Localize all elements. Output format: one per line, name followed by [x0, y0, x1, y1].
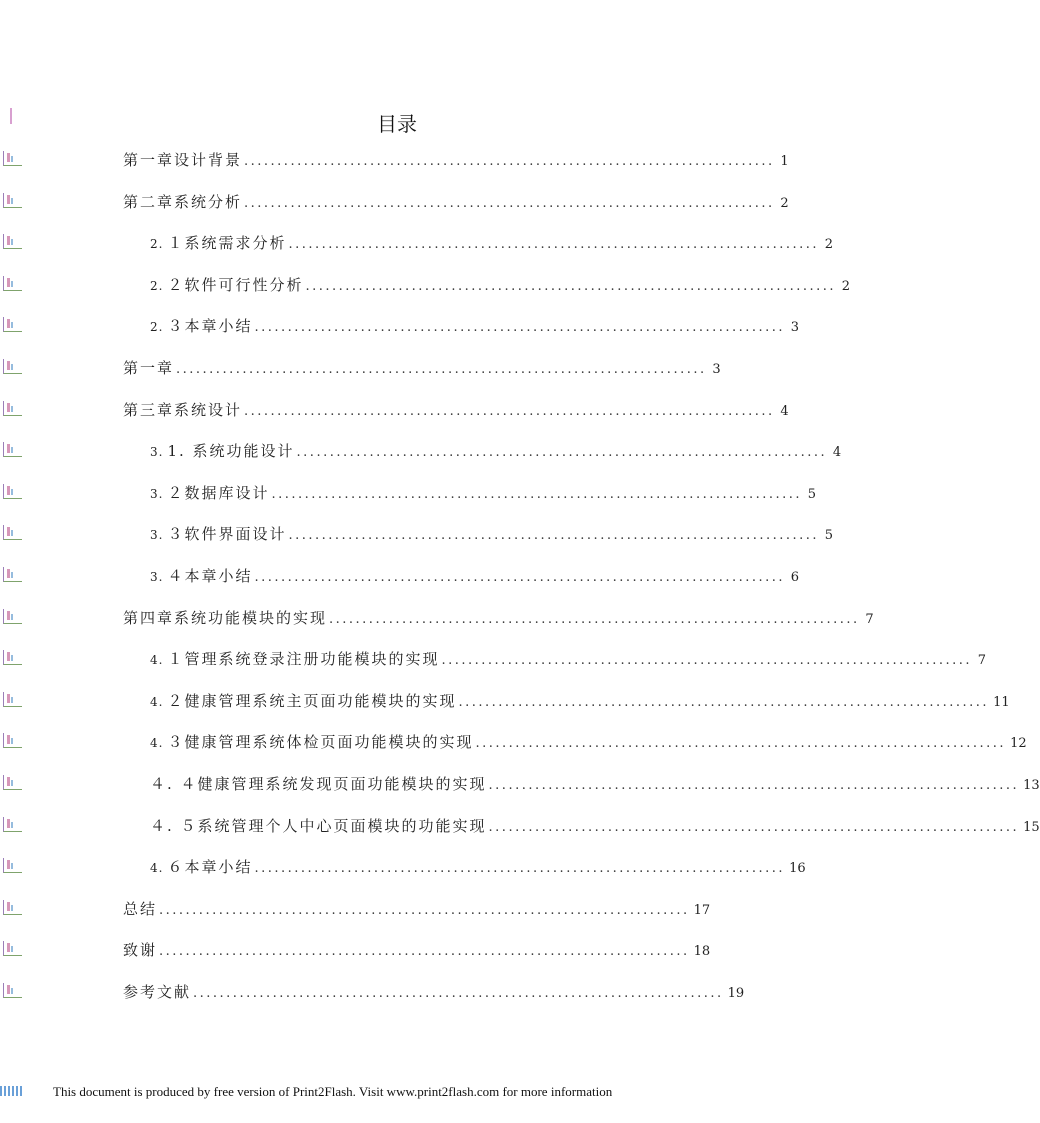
toc-entry-page: 2 [824, 237, 834, 252]
toc-entry[interactable] [150, 274, 851, 296]
toc-entry-page: 3 [790, 320, 800, 335]
toc-entry-page: 7 [865, 612, 874, 627]
margin-marker [3, 484, 22, 499]
print2flash-icon [0, 1086, 22, 1096]
toc-entry-label: １系统需求分析 [167, 234, 287, 252]
margin-marker [3, 775, 22, 790]
toc-entry[interactable] [150, 482, 817, 504]
toc-entry-label: 第四章系统功能模块的实现 [123, 609, 328, 627]
dot-leader: ................................................................................ [159, 903, 690, 918]
toc-entry-page: 15 [1023, 820, 1040, 835]
toc-entry-page: 13 [1023, 778, 1040, 793]
toc-entry-label: ３健康管理系统体检页面功能模块的实现 [167, 733, 474, 751]
toc-entry-number: 4. [150, 861, 164, 875]
toc-entry-label: ６本章小结 [167, 858, 253, 876]
dot-leader: ................................................................................ [475, 736, 1007, 751]
margin-marker [3, 151, 22, 166]
toc-entry-label: ４. ４健康管理系统发现页面功能模块的实现 [150, 775, 487, 793]
margin-marker [3, 359, 22, 374]
toc-entry-number: 2. [150, 320, 164, 334]
toc-entry[interactable] [150, 815, 1040, 837]
toc-entry-label: 参考文献 [123, 983, 192, 1001]
toc-entry-number: 4. [150, 736, 164, 750]
toc-entry-page: 5 [807, 487, 817, 502]
toc-entry-page: 5 [824, 528, 834, 543]
toc-entry-label: 第三章系统设计 [123, 401, 243, 419]
toc-title: 目录 [377, 112, 417, 136]
toc-entry-page: 7 [977, 653, 987, 668]
toc-entry[interactable] [150, 856, 806, 878]
margin-marker [3, 817, 22, 832]
dot-leader: ................................................................................ [458, 695, 990, 710]
toc-entry[interactable] [123, 607, 874, 629]
margin-marker [3, 567, 22, 582]
margin-marker [3, 983, 22, 998]
toc-entry-number: 4. [150, 695, 164, 709]
toc-entry-label: ４. ５系统管理个人中心页面模块的功能实现 [150, 817, 487, 835]
toc-entry-label: ４本章小结 [167, 567, 253, 585]
toc-entry-page: 16 [789, 861, 806, 876]
toc-entry-page: 2 [841, 279, 851, 294]
margin-marker [3, 941, 22, 956]
dot-leader: ................................................................................ [441, 653, 973, 668]
dot-leader: ................................................................................ [271, 487, 803, 502]
dot-leader: ................................................................................ [488, 820, 1020, 835]
toc-entry[interactable] [150, 773, 1040, 795]
dot-leader: ................................................................................ [288, 528, 820, 543]
toc-entry[interactable] [150, 648, 987, 670]
toc-entry[interactable] [123, 149, 789, 171]
footer-notice: This document is produced by free version of Print2Flash. Visit www.print2flash.com for more information [53, 1084, 613, 1099]
margin-marker [3, 276, 22, 291]
toc-entry-label: 第二章系统分析 [123, 193, 243, 211]
toc-entry[interactable] [150, 315, 800, 337]
toc-entry-label: 总结 [123, 900, 158, 918]
toc-entry-label: ３软件界面设计 [167, 525, 287, 543]
toc-entry-number: 4. [150, 653, 164, 667]
dot-leader: ................................................................................ [329, 612, 860, 627]
dot-leader: ................................................................................ [244, 404, 775, 419]
dot-leader: ................................................................................ [254, 861, 786, 876]
toc-entry-label: ２软件可行性分析 [167, 276, 304, 294]
dot-leader: ................................................................................ [488, 778, 1020, 793]
margin-marker [3, 650, 22, 665]
toc-entry-label: ２数据库设计 [167, 484, 270, 502]
toc-entry-page: 12 [1010, 736, 1027, 751]
toc-entry[interactable] [123, 898, 711, 920]
toc-entry-number: 3. [150, 487, 164, 501]
margin-marker [3, 442, 22, 457]
toc-entry[interactable] [150, 690, 1010, 712]
toc-entry-number: 3. [150, 445, 164, 459]
toc-entry[interactable] [150, 523, 834, 545]
margin-marker [3, 609, 22, 624]
toc-entry-number: 3. [150, 528, 164, 542]
toc-entry-page: 6 [790, 570, 800, 585]
toc-entry-page: 19 [727, 986, 745, 1001]
margin-marker [3, 733, 22, 748]
toc-entry-number: 2. [150, 279, 164, 293]
toc-entry-page: 18 [693, 944, 711, 959]
toc-entry[interactable] [150, 565, 800, 587]
toc-entry-page: 3 [712, 362, 721, 377]
dot-leader: ................................................................................ [254, 320, 786, 335]
toc-entry[interactable] [150, 232, 834, 254]
dot-leader: ................................................................................ [244, 196, 775, 211]
toc-entry[interactable] [150, 731, 1027, 753]
toc-entry-page: 17 [693, 903, 711, 918]
dot-leader: ................................................................................ [244, 154, 775, 169]
toc-entry-label: ３本章小结 [167, 317, 253, 335]
toc-entry-label: 第一章 [123, 359, 175, 377]
dot-leader: ................................................................................ [176, 362, 707, 377]
dot-leader: ................................................................................ [159, 944, 690, 959]
margin-marker [3, 900, 22, 915]
toc-entry-number: 2. [150, 237, 164, 251]
toc-entry[interactable] [123, 981, 745, 1003]
toc-entry-label: 1. 系统功能设计 [167, 442, 295, 460]
toc-entry-page: 11 [993, 695, 1010, 710]
dot-leader: ................................................................................ [296, 445, 828, 460]
margin-marker [3, 525, 22, 540]
toc-entry-label: １管理系统登录注册功能模块的实现 [167, 650, 440, 668]
toc-entry-label: ２健康管理系统主页面功能模块的实现 [167, 692, 457, 710]
margin-marker [3, 858, 22, 873]
dot-leader: ................................................................................ [193, 986, 724, 1001]
toc-entry[interactable] [123, 191, 789, 213]
toc-entry[interactable] [123, 399, 789, 421]
dot-leader: ................................................................................ [254, 570, 786, 585]
margin-marker [3, 193, 22, 208]
margin-marker [3, 234, 22, 249]
toc-entry-page: 1 [780, 154, 789, 169]
margin-marker [3, 401, 22, 416]
toc-entry[interactable] [123, 357, 721, 379]
toc-entry-label: 第一章设计背景 [123, 151, 243, 169]
toc-entry-page: 4 [832, 445, 842, 460]
dot-leader: ................................................................................ [288, 237, 820, 252]
dot-leader: ................................................................................ [305, 279, 837, 294]
toc-entry-number: 3. [150, 570, 164, 584]
toc-entry[interactable] [150, 440, 842, 462]
margin-marker [3, 692, 22, 707]
toc-entry-page: 4 [780, 404, 789, 419]
margin-marker [3, 317, 22, 332]
toc-entry[interactable] [123, 939, 711, 961]
toc-entry-page: 2 [780, 196, 789, 211]
toc-entry-label: 致谢 [123, 941, 158, 959]
